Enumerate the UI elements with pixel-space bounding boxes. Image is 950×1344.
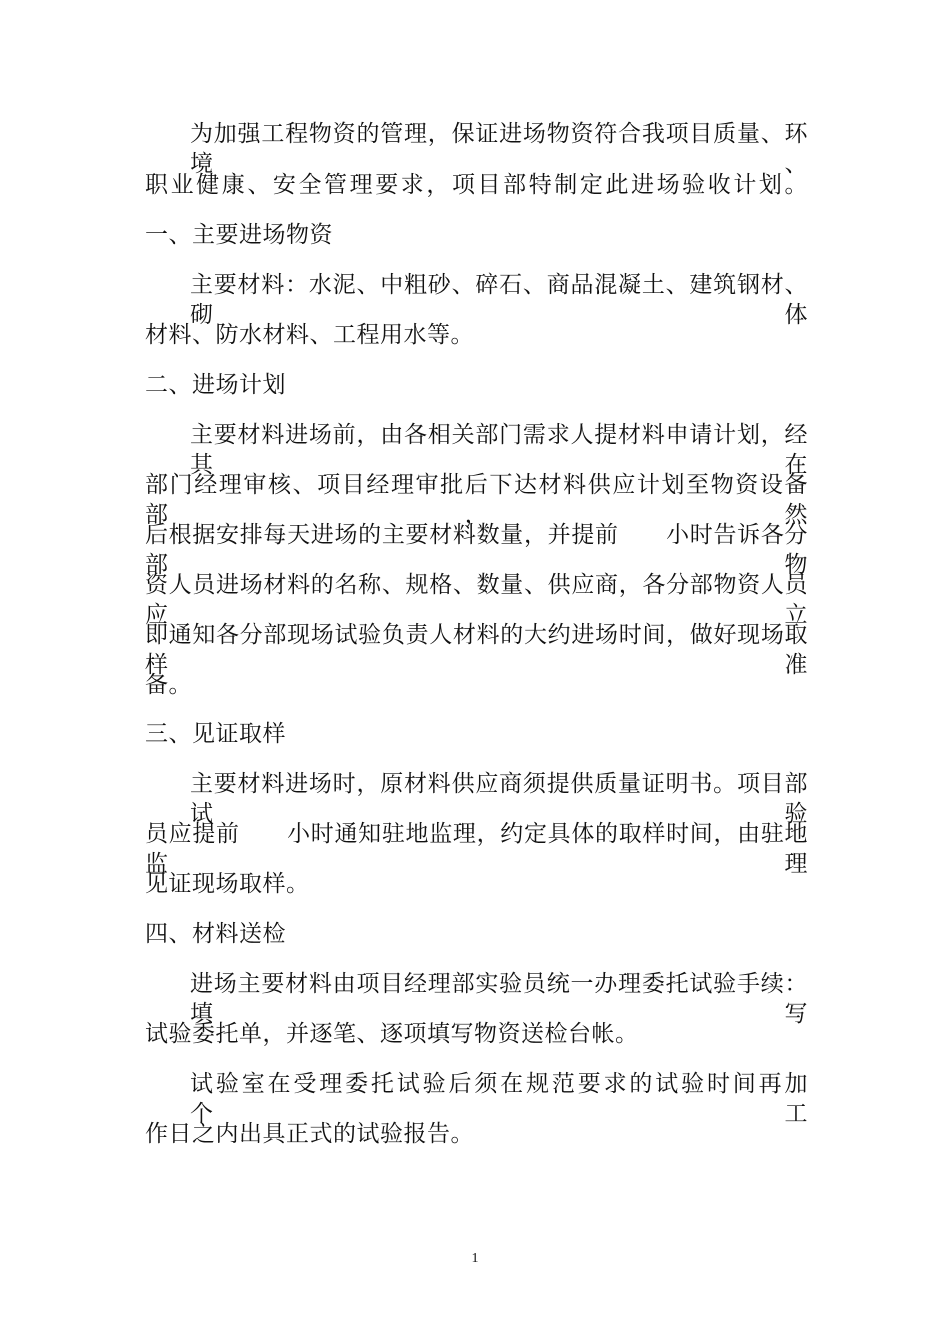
paragraph-plan-line-3: 后根据安排每天进场的主要材料数量，并提前 小时告诉各分部物	[145, 522, 808, 578]
section-heading-2: 二、进场计划	[145, 372, 286, 398]
paragraph-intro-line-1: 为加强工程物资的管理，保证进场物资符合我项目质量、环境、	[190, 121, 808, 177]
paragraph-plan-line-6: 备。	[145, 672, 192, 698]
paragraph-plan-line-2: 部门经理审核、项目经理审批后下达材料供应计划至物资设备部，然	[145, 472, 808, 528]
paragraph-intro-line-2: 职业健康、安全管理要求，项目部特制定此进场验收计划。	[145, 172, 808, 198]
section-heading-4: 四、材料送检	[145, 921, 286, 947]
section-heading-3: 三、见证取样	[145, 721, 286, 747]
paragraph-testing-line-1: 进场主要材料由项目经理部实验员统一办理委托试验手续：填写	[190, 971, 808, 1027]
paragraph-report-line-2: 作日之内出具正式的试验报告。	[145, 1121, 474, 1147]
paragraph-plan-line-1: 主要材料进场前，由各相关部门需求人提材料申请计划，经其在	[190, 422, 808, 478]
paragraph-materials-line-2: 材料、防水材料、工程用水等。	[145, 322, 474, 348]
paragraph-sampling-line-2: 员应提前 小时通知驻地监理，约定具体的取样时间，由驻地监理	[145, 821, 808, 877]
paragraph-testing-line-2: 试验委托单，并逐笔、逐项填写物资送检台帐。	[145, 1021, 639, 1047]
page-number: 1	[471, 1251, 479, 1266]
section-heading-1: 一、主要进场物资	[145, 222, 333, 248]
paragraph-plan-line-4: 资人员进场材料的名称、规格、数量、供应商，各分部物资人员应立	[145, 572, 808, 628]
paragraph-sampling-line-3: 见证现场取样。	[145, 871, 310, 897]
paragraph-report-line-1: 试验室在受理委托试验后须在规范要求的试验时间再加 个工	[190, 1071, 855, 1127]
paragraph-plan-line-5: 即通知各分部现场试验负责人材料的大约进场时间，做好现场取样准	[145, 622, 808, 678]
paragraph-materials-line-1: 主要材料：水泥、中粗砂、碎石、商品混凝土、建筑钢材、砌体	[190, 272, 808, 328]
paragraph-sampling-line-1: 主要材料进场时，原材料供应商须提供质量证明书。项目部试验	[190, 771, 808, 827]
